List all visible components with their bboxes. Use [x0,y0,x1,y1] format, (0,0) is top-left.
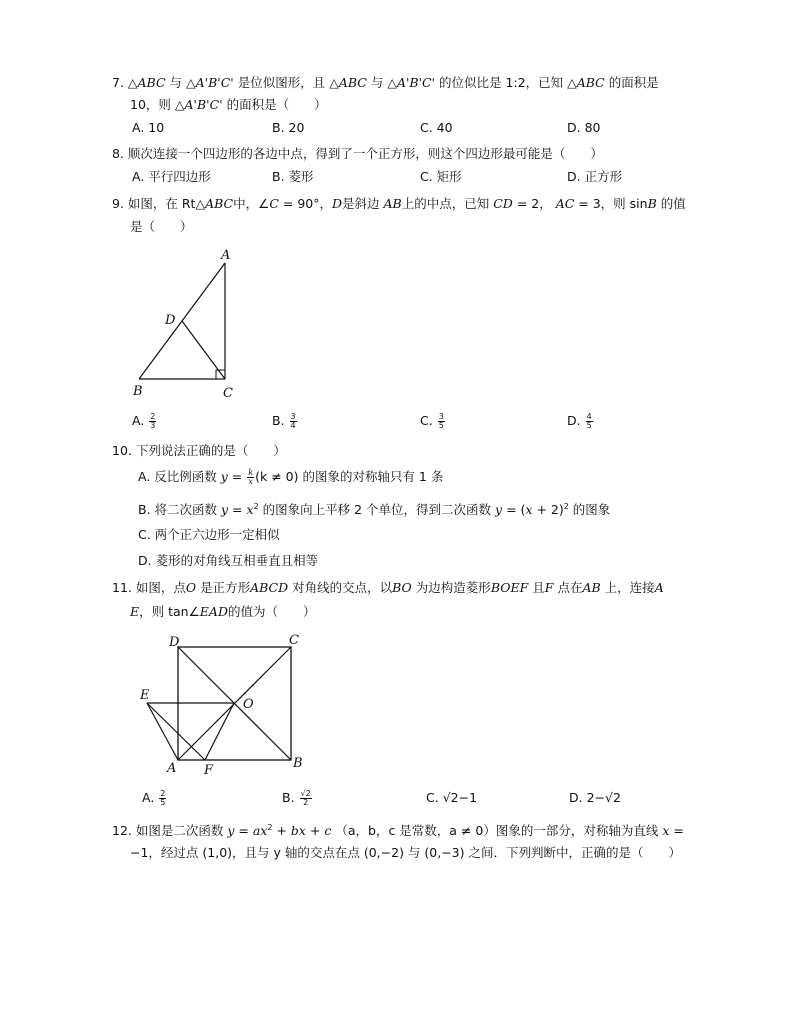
q9-figure [125,245,255,403]
q7-abc: △ABC [127,75,166,90]
q11-option-b: B. $\frac{√2}{2}$ [282,789,311,807]
q12-line2: −1，经过点 (1,0)，且与 y 轴的交点在点 (0,−2) 与 (0,−3) 之间．下列判断中，正确的是（ ） [130,845,681,860]
q12-line1: 12. 如图是二次函数 $y = ax^2$ + bx + c （a，b，c 是常数，a ≠ 0）图象的一部分，对称轴为直线 x = [112,823,684,839]
q11-segment-ef [147,703,205,760]
q7-abc2: △A'B'C' [186,75,234,90]
q8-option-d: D. 正方形 [567,169,623,184]
q10-option-b: B. 将二次函数 $y = x^2$ 的图象向上平移 2 个单位，得到二次函数 $y = (x + 2)^2$ 的图象 [138,502,611,518]
q11-line1: 11. 如图，点O 是正方形ABCD 对角线的交点，以BO 为边构造菱形BOEF 且F 点在AB 上，连接A [112,580,664,595]
q8-option-b: B. 菱形 [272,169,314,184]
q7-line1: 7. △ABC 与 △A'B'C' 是位似图形，且 △ABC 与 △A'B'C' 的位似比是 1:2，已知 △ABC 的面积是 [112,75,659,90]
q11-label-c: C [289,633,299,648]
q8-option-a: A. 平行四边形 [132,169,211,184]
q7-option-a: A. 10 [132,120,165,135]
q11-label-b: B [293,756,303,771]
q11-option-a: A. $\frac{2}{5}$ [142,789,166,807]
q7-option-b: B. 20 [272,120,305,135]
q10-option-c: C. 两个正六边形一定相似 [138,527,280,542]
q9-line2: 是（ ） [130,219,193,234]
q8-stem: 8. 顺次连接一个四边形的各边中点，得到了一个正方形，则这个四边形最可能是（ ） [112,146,603,161]
q9-option-b: B. $\frac{3}{4}$ [272,412,296,430]
q11-label-d: D [169,635,180,650]
q9-label-c: C [223,386,233,401]
q11-line2: E，则 tan∠EAD的值为（ ） [130,604,316,619]
q9-label-b: B [133,384,143,399]
q9-label-a: A [221,248,231,263]
q7-option-d: D. 80 [567,120,601,135]
q9-label-d: D [165,313,176,328]
q7-option-c: C. 40 [420,120,453,135]
q11-option-d: D. 2−√2 [569,790,621,805]
q11-label-a: A [167,761,177,776]
q11-label-f: F [204,763,214,778]
q9-line1: 9. 如图，在 Rt△ABC中，∠C = 90°，D是斜边 AB上的中点，已知 CD = 2， AC = 3，则 sinB 的值 [112,196,686,211]
q10-stem: 10. 下列说法正确的是（ ） [112,443,286,458]
q11-figure [135,630,315,780]
q7-line2: 10，则 △A'B'C' 的面积是（ ） [130,97,327,112]
q10-option-d: D. 菱形的对角线互相垂直且相等 [138,553,319,568]
q11-segment-ea [147,703,178,760]
q9-option-c: C. $\frac{3}{5}$ [420,412,444,430]
q11-option-c: C. √2−1 [426,790,478,805]
q10-option-a: A. 反比例函数 y = $\frac{k}{x}$ (k ≠ 0) 的图象的对称轴只有 1 条 [138,468,444,486]
q8-option-c: C. 矩形 [420,169,462,184]
q11-label-e: E [140,688,150,703]
q9-option-a: A. $\frac{2}{3}$ [132,412,156,430]
q9-option-d: D. $\frac{4}{5}$ [567,412,592,430]
q11-segment-of [205,703,234,760]
q11-label-o: O [243,697,254,712]
